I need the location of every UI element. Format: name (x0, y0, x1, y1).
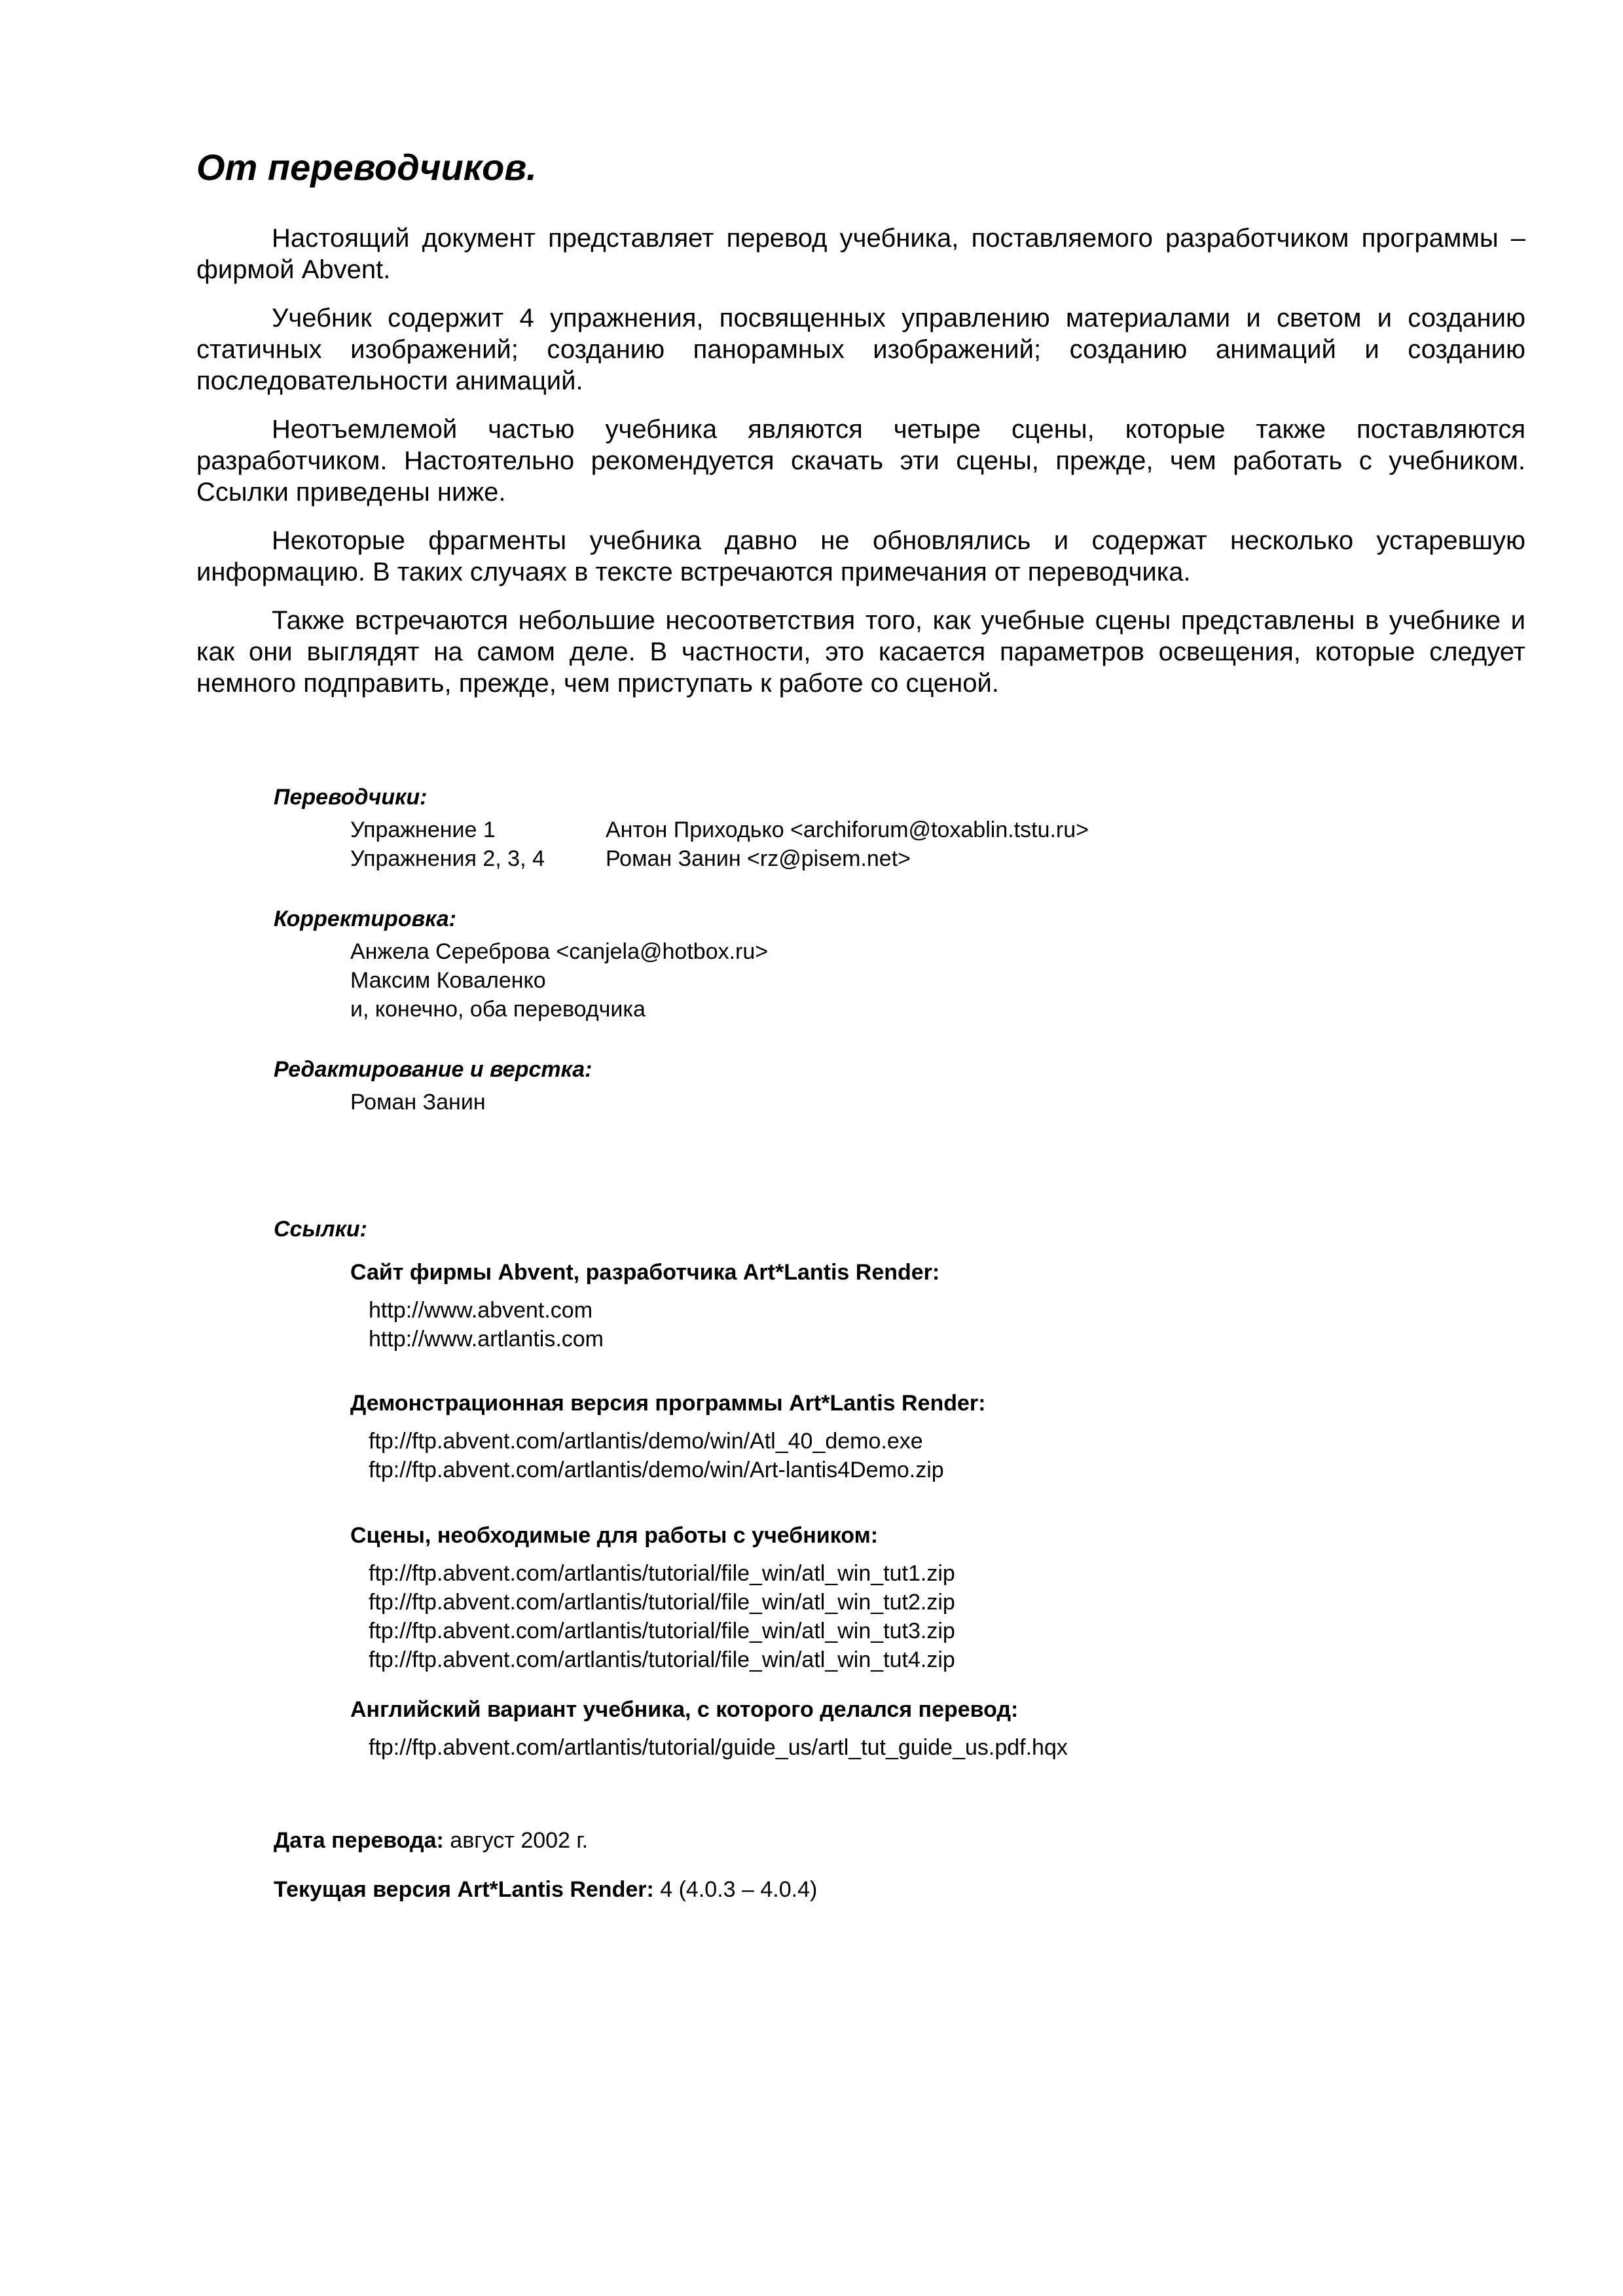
url-link[interactable]: http://www.artlantis.com (369, 1327, 604, 1352)
url-list (369, 1427, 1518, 1484)
url-list (369, 1559, 1518, 1674)
intro-paragraph: Некоторые фрагменты учебника давно не обновлялись и содержат несколько устаревшую информацию. В таких случаях в тексте встречаются примечания от переводчика. (196, 526, 1525, 586)
exercise-label: Упражнения 2, 3, 4 (350, 846, 545, 871)
intro-paragraph: Неотъемлемой частью учебника являются четыре сцены, которые также поставляются разработчиком. Настоятельно рекомендуется скачать эти сцены, прежде, чем работать с учебником. Ссылки приведены ниже. (196, 415, 1525, 507)
url-link[interactable]: ftp://ftp.abvent.com/artlantis/tutorial/guide_us/artl_tut_guide_us.pdf.hqx (369, 1735, 1068, 1760)
links-group-title: Сайт фирмы Abvent, разработчика Art*Lantis Render: (350, 1260, 940, 1285)
current-version (274, 1875, 817, 1904)
intro-section (196, 223, 1525, 716)
url-link[interactable]: ftp://ftp.abvent.com/artlantis/tutorial/file_win/atl_win_tut2.zip (369, 1590, 955, 1615)
links-group (350, 1258, 1518, 1354)
translator-row (350, 844, 1518, 873)
links-group-title: Демонстрационная версия программы Art*Lantis Render: (350, 1391, 986, 1416)
proofreader-name: и, конечно, оба переводчика (350, 997, 646, 1022)
links-group-title: Английский вариант учебника, с которого делался перевод: (350, 1697, 1019, 1722)
credits-section (274, 783, 1518, 1762)
url-link[interactable]: ftp://ftp.abvent.com/artlantis/tutorial/file_win/atl_win_tut1.zip (369, 1561, 955, 1586)
links-group (350, 1389, 1518, 1484)
editing-heading: Редактирование и верстка: (274, 1057, 593, 1082)
intro-paragraph: Настоящий документ представляет перевод учебника, поставляемого разработчиком программы – фирмой Abvent. (196, 224, 1525, 284)
url-link[interactable]: ftp://ftp.abvent.com/artlantis/demo/win/Art-lantis4Demo.zip (369, 1458, 944, 1482)
intro-paragraph: Учебник содержит 4 упражнения, посвященных управлению материалами и светом и созданию статичных изображений; созданию панорамных изображений; созданию анимаций и созданию последовательности анимаций. (196, 304, 1525, 395)
current-version-value: 4 (4.0.3 – 4.0.4) (653, 1877, 818, 1902)
editing-list (350, 1088, 1518, 1117)
exercise-label: Упражнение 1 (350, 817, 496, 842)
proofreading-heading: Корректировка: (274, 906, 457, 931)
intro-paragraph: Также встречаются небольшие несоответствия того, как учебные сцены представлены в учебнике и как они выглядят на самом деле. В частности, это касается параметров освещения, которые следует немного подправить, прежде, чем приступать к работе со сценой. (196, 606, 1525, 698)
url-link[interactable]: ftp://ftp.abvent.com/artlantis/demo/win/Atl_40_demo.exe (369, 1429, 923, 1454)
translators-heading: Переводчики: (274, 785, 428, 810)
translation-date-value: август 2002 г. (443, 1828, 589, 1853)
url-link[interactable]: ftp://ftp.abvent.com/artlantis/tutorial/file_win/atl_win_tut3.zip (369, 1619, 955, 1643)
page-title: От переводчиков. (196, 147, 537, 188)
translation-date-label: Дата перевода: (274, 1828, 444, 1853)
translator-name: Антон Приходько <archiforum@toxablin.tstu.ru> (606, 817, 1089, 842)
translator-name: Роман Занин <rz@pisem.net> (606, 846, 911, 871)
url-link[interactable]: http://www.abvent.com (369, 1298, 593, 1323)
url-link[interactable]: ftp://ftp.abvent.com/artlantis/tutorial/file_win/atl_win_tut4.zip (369, 1647, 955, 1672)
proofreader-name: Максим Коваленко (350, 968, 546, 993)
url-list (369, 1733, 1518, 1762)
links-heading: Ссылки: (274, 1217, 367, 1242)
translators-list (350, 816, 1518, 873)
editor-name: Роман Занин (350, 1090, 486, 1115)
links-group-title: Сцены, необходимые для работы с учебником: (350, 1523, 879, 1548)
url-list (369, 1296, 1518, 1354)
translation-date (274, 1826, 817, 1855)
footer-section (274, 1826, 817, 1924)
current-version-label: Текущая версия Art*Lantis Render: (274, 1877, 654, 1902)
links-group (350, 1695, 1518, 1762)
proofreading-list (350, 937, 1518, 1024)
proofreader-name: Анжела Сереброва <canjela@hotbox.ru> (350, 939, 769, 964)
links-group (350, 1521, 1518, 1674)
translator-row (350, 816, 1518, 844)
